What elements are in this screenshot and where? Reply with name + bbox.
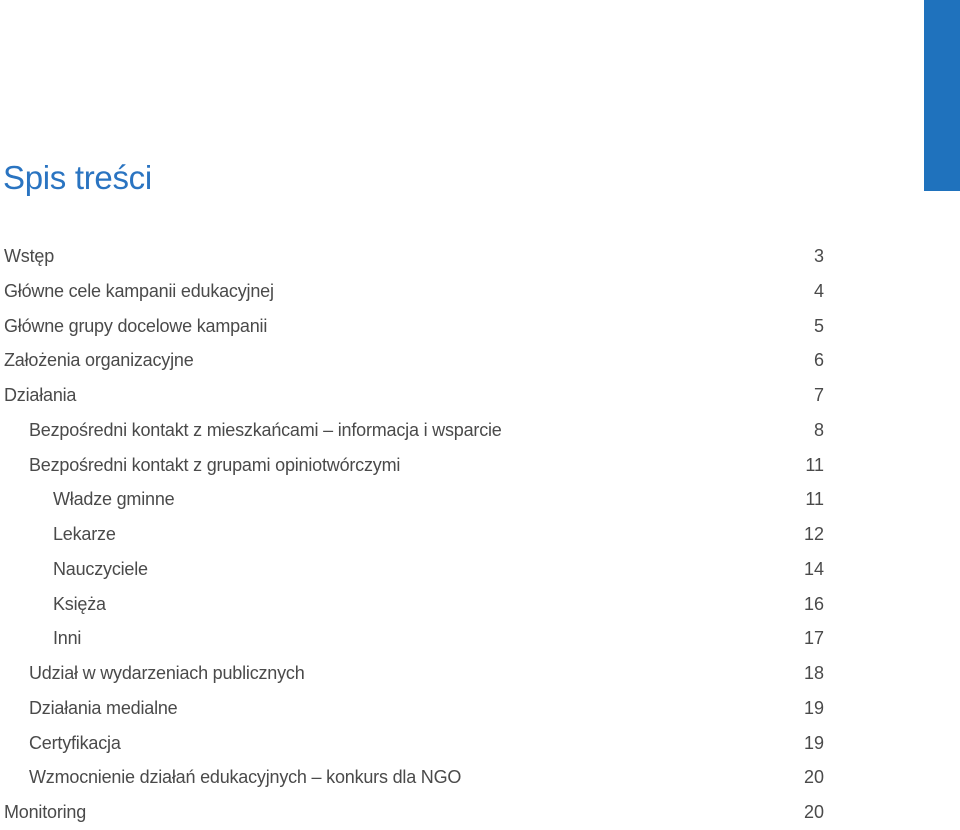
toc-entry[interactable] (0, 309, 960, 344)
toc-entry-label: Lekarze (53, 524, 116, 544)
toc-entry[interactable] (0, 378, 960, 413)
toc-entry-page: 14 (803, 558, 824, 579)
toc-entry-page: 20 (803, 802, 824, 822)
toc-entry-page: 20 (803, 767, 824, 788)
toc-entry-label: Inni (53, 628, 82, 649)
toc-entry[interactable] (0, 274, 960, 309)
toc-entry-page: 6 (813, 350, 824, 371)
toc-entry-label: Księża (53, 593, 106, 614)
toc-entry[interactable] (0, 239, 960, 274)
toc-entry-label: Bezpośredni kontakt z mieszkańcami – informacja i wsparcie (29, 419, 502, 440)
toc-entry-page: 19 (803, 697, 824, 718)
toc-entry-page: 5 (813, 315, 824, 336)
toc-entry-page: 12 (803, 524, 824, 544)
toc-subentry[interactable] (0, 726, 960, 761)
toc-subsubentry[interactable] (0, 621, 960, 656)
toc-subsubentry[interactable] (0, 517, 960, 552)
toc-entry-label: Wstęp (4, 246, 55, 266)
toc-entry-page: 4 (813, 280, 824, 301)
toc-subentry[interactable] (0, 691, 960, 726)
toc-entry-page: 11 (805, 454, 824, 475)
toc-entry-label: Główne cele kampanii edukacyjnej (4, 280, 274, 301)
toc-entry-label: Władze gminne (53, 489, 175, 510)
toc-subsubentry[interactable] (0, 552, 960, 587)
toc-subsubentry[interactable] (0, 587, 960, 622)
toc-entry-label: Założenia organizacyjne (4, 350, 194, 371)
toc-subentry[interactable] (0, 656, 960, 691)
toc-entry-label: Nauczyciele (53, 558, 148, 579)
toc-entry-page: 17 (803, 628, 824, 649)
toc-subentry[interactable] (0, 448, 960, 483)
toc-entry-label: Bezpośredni kontakt z grupami opiniotwórczymi (29, 454, 401, 475)
toc-entry-label: Główne grupy docelowe kampanii (4, 315, 268, 336)
toc-entry-label: Certyfikacja (29, 732, 121, 753)
toc-entry-page: 7 (813, 385, 824, 405)
page-title: Spis treści (3, 159, 152, 196)
toc-subsubentry[interactable] (0, 482, 960, 517)
toc-entry-page: 11 (805, 489, 824, 510)
toc-entry-page: 8 (813, 419, 824, 440)
toc-entry-label: Monitoring (4, 802, 87, 822)
toc-entry-page: 3 (813, 246, 824, 266)
toc-entry-label: Działania medialne (29, 697, 178, 718)
toc-entry[interactable] (0, 343, 960, 378)
toc-entry-label: Wzmocnienie działań edukacyjnych – konkurs dla NGO (29, 767, 462, 788)
toc-entry[interactable] (0, 795, 960, 830)
toc-entry-page: 18 (803, 663, 824, 683)
table-of-contents (0, 239, 960, 830)
toc-subentry[interactable] (0, 413, 960, 448)
accent-bar (924, 0, 960, 191)
toc-entry-label: Udział w wydarzeniach publicznych (29, 663, 305, 683)
toc-subentry[interactable] (0, 760, 960, 795)
toc-entry-page: 16 (803, 593, 824, 614)
toc-entry-page: 19 (803, 732, 824, 753)
toc-entry-label: Działania (4, 385, 77, 405)
